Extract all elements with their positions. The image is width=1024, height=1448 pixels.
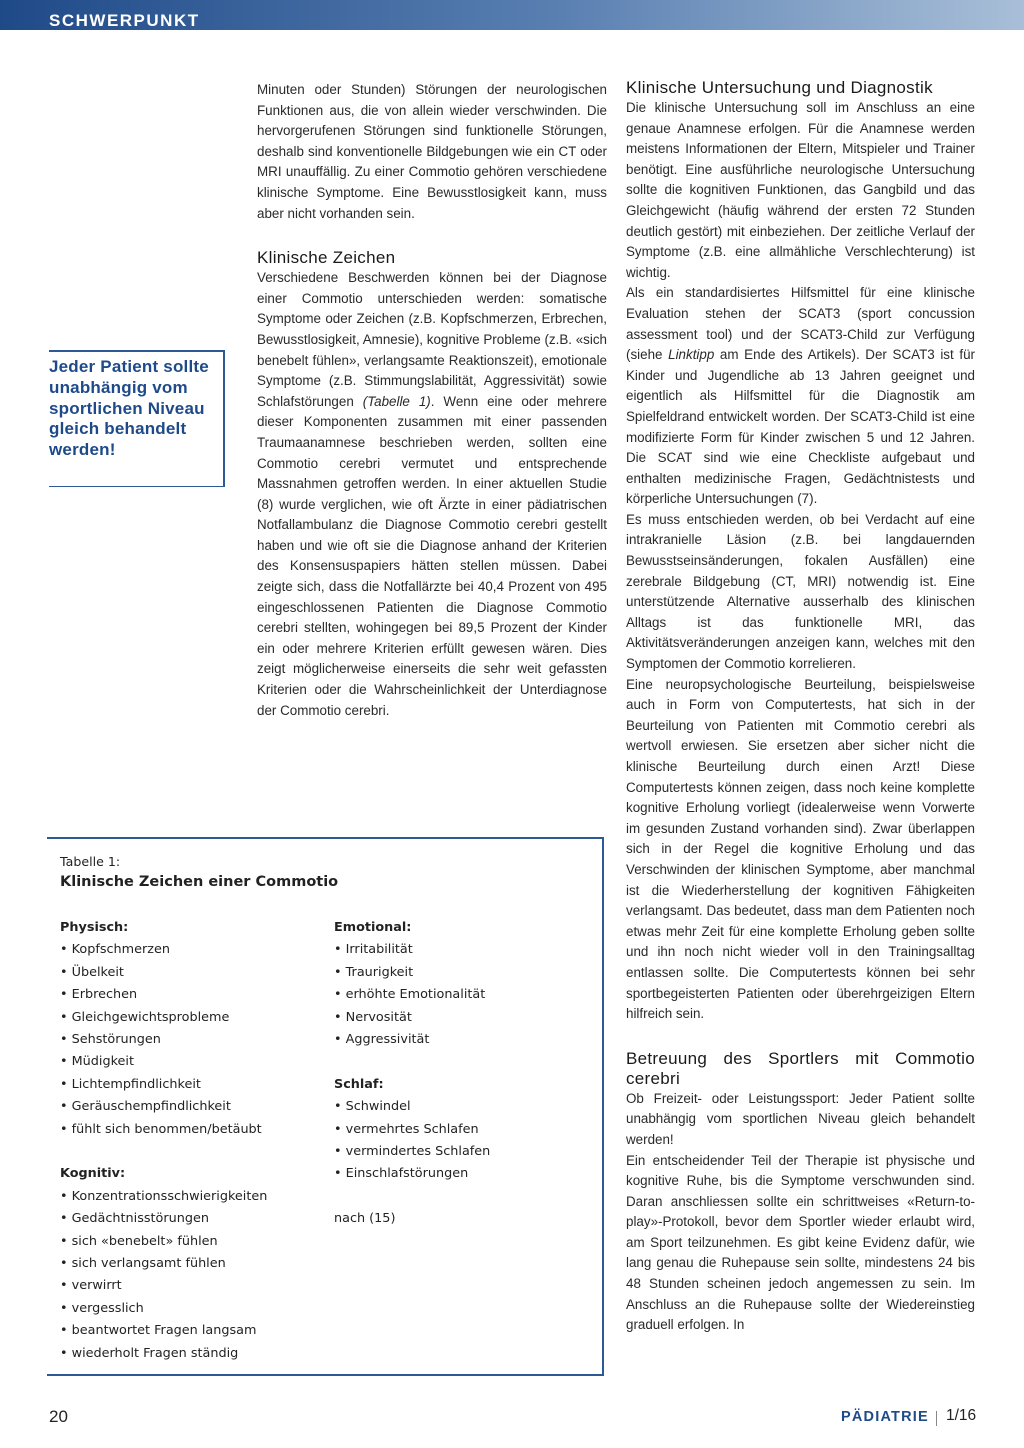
list-item: • verwirrt — [60, 1278, 122, 1294]
list-item: • wiederholt Fragen ständig — [60, 1345, 239, 1361]
list-item: • Irritabilität — [334, 942, 413, 958]
bullet-icon: • — [60, 1054, 72, 1070]
bullet-icon: • — [334, 1009, 346, 1025]
bullet-icon: • — [60, 1121, 72, 1137]
exam-paragraph-2: Als ein standardisiertes Hilfsmittel für eine klinische Evaluation stehen der SCAT3 (sport concussion assessment tool) und der SCAT3-Child zur Verfügung (siehe Linktipp am Ende des Artikels). Der SCAT3 ist für Kinder und Jugendliche ab 13 Jahren geeignet und eigentlich als Hilfsmittel für die Diagnostik am Spielfeldrand entwickelt worden. Der SCAT3-Child ist eine modifizierte Form für Kinder zwischen 5 und 12 Jahren. Die SCAT sind wie eine Checkliste aufgebaut und enthalten medizinische Fragen, Gedächtnistests und körperliche Untersuchungen (7). — [626, 285, 975, 507]
list-item: • Übelkeit — [60, 964, 124, 980]
bullet-icon: • — [60, 1076, 72, 1092]
bullet-icon: • — [334, 964, 346, 980]
right-column — [626, 78, 975, 1336]
list-item: • Gleichgewichtsprobleme — [60, 1009, 230, 1025]
category-emotional: Emotional: — [334, 920, 412, 935]
bullet-icon: • — [60, 1300, 72, 1316]
exam-paragraph-4: Eine neuropsychologische Beurteilung, beispielsweise auch in Form von Computertests, hat sich in der Beurteilung von Patienten mit Commotio cerebri als wertvoll erwiesen. Sie ersetzen aber sicher nicht die klinische Beurteilung durch einen Arzt! Diese Computertests können zeigen, dass noch keine komplette kognitive Erholung vorliegt (idealerweise wenn Vorwerte im gesunden Zustand vorhanden sind). Zwar überlappen sich in der Regel die kognitive Erholung und das Verschwinden der klinischen Symptome, aber manchmal ist die Wiederherstellung der kognitiven Fähigkeiten verlangsamt. Das bedeutet, dass man dem Patienten noch etwas mehr Zeit für eine komplette Erholung geben sollte und ihn noch nicht wieder voll in den Trainingsalltag entlassen sollte. Die Computertests können bei sehr sportbegeisterten Patienten oder überehrgeizigen Eltern hilfreich sein. — [626, 676, 975, 1022]
table-title: Klinische Zeichen einer Commotio — [60, 874, 339, 890]
list-item: • sich verlangsamt fühlen — [60, 1256, 226, 1272]
exam-paragraph-3: Es muss entschieden werden, ob bei Verdacht auf eine intrakranielle Läsion (z.B. bei langdauernden Bewusstseinsänderungen, fokalen Ausfällen) eine zerebrale Bildgebung (CT, MRI) notwendig ist. Eine unterstützende Alternative ausserhalb des klinischen Alltags ist das funktionelle MRI, das Aktivitätsveränderungen anzeigen kann, welches mit den Symptomen der Commotio korrelieren. — [626, 511, 975, 672]
category-physisch: Physisch: — [60, 920, 129, 935]
table-symptoms — [47, 837, 604, 1376]
list-item: • Einschlafstörungen — [334, 1166, 469, 1182]
list-item: • fühlt sich benommen/betäubt — [60, 1121, 262, 1137]
pull-quote-box — [49, 350, 225, 487]
bullet-icon: • — [60, 1345, 72, 1361]
table-right-column — [334, 917, 490, 1231]
bullet-icon: • — [334, 1121, 346, 1137]
list-item: • beantwortet Fragen langsam — [60, 1323, 257, 1339]
list-item: • vermindertes Schlafen — [334, 1144, 491, 1160]
bullet-icon: • — [60, 987, 72, 1003]
clinical-signs-paragraph: Verschiedene Beschwerden können bei der Diagnose einer Commotio unterschieden werden: somatische Symptome oder Zeichen (z.B. Kopfschmerzen, Erbrechen, Bewusstlosigkeit, Amnesie), kognitive Probleme (z.B. «sich benebelt fühlen», verlangsamte Reaktionszeit), emotionale Symptome (z.B. Stimmungslabilität, Aggressivität) sowie Schlafstörungen (Tabelle 1). Wenn eine oder mehrere dieser Komponenten zusammen mit einer passenden Traumaanamnese beschrieben werden, sollten eine Commotio cerebri vermutet und entsprechende Massnahmen getroffen werden. In einer aktuellen Studie (8) wurde verglichen, wie oft Ärzte in einer pädiatrischen Notfallambulanz die Diagnose Commotio cerebri gestellt haben und wie oft sie die Diagnose anhand der Kriterien des Konsensuspapiers hätten stellen müssen. Dabei zeigte sich, dass die Notfallärzte bei 40,4 Prozent von 495 eingeschlossenen Patienten die Diagnose Commotio cerebri stellten, wohingegen bei 89,5 Prozent der Kinder ein oder mehrere Kriterien erfüllt gewesen wären. Dies zeigt möglicherweise einerseits die sehr weit gefassten Kriterien oder die Wahrscheinlichkeit der Unterdiagnose der Commotio cerebri. — [257, 270, 607, 718]
bullet-icon: • — [334, 1032, 346, 1048]
list-item: • Konzentrationsschwierigkeiten — [60, 1188, 268, 1204]
pull-quote: Jeder Patient sollte unabhängig vom sportlichen Niveau gleich behandelt werden! — [49, 357, 209, 460]
care-paragraph-2: Ein entscheidender Teil der Therapie ist physische und kognitive Ruhe, bis die Symptome verschwunden sind. Daran anschliessen sollte ein schrittweises «Return-to-play»-Protokoll, bevor dem Sportler wieder erlaubt wird, am Sport teilzunehmen. Es gibt keine Evidenz dafür, wie lang genau die Ruhepause sein sollte, mindestens 24 bis 48 Stunden scheinen jedoch angemessen zu sein. Im Anschluss an die Ruhepause sollte der Wiedereinstieg graduell erfolgen. In — [626, 1152, 975, 1333]
list-item: • vergesslich — [60, 1300, 144, 1316]
bullet-icon: • — [60, 1032, 72, 1048]
bullet-icon: • — [60, 1099, 72, 1115]
list-item: • sich «benebelt» fühlen — [60, 1233, 218, 1249]
page-number: 20 — [49, 1407, 68, 1426]
bullet-icon: • — [334, 1099, 346, 1115]
bullet-icon: • — [60, 1211, 72, 1227]
bullet-icon: • — [60, 1256, 72, 1272]
bullet-icon: • — [60, 1278, 72, 1294]
bullet-icon: • — [60, 1188, 72, 1204]
list-item: • Erbrechen — [60, 987, 138, 1003]
list-item: • Kopfschmerzen — [60, 942, 170, 958]
list-physisch — [60, 939, 267, 1141]
heading-athlete-care: Betreuung des Sportlers mit Commotio cerebri — [626, 1048, 975, 1088]
heading-clinical-signs: Klinische Zeichen — [257, 248, 396, 268]
list-item: • Geräuschempfindlichkeit — [60, 1099, 231, 1115]
bullet-icon: • — [60, 942, 72, 958]
table-source: nach (15) — [334, 1211, 396, 1227]
care-paragraph-1: Ob Freizeit- oder Leistungssport: Jeder Patient sollte unabhängig vom sportlichen Niveau gleich behandelt werden! — [626, 1090, 975, 1147]
category-schlaf: Schlaf: — [334, 1076, 384, 1092]
linktipp-reference: Linktipp — [668, 347, 715, 363]
bullet-icon: • — [334, 942, 346, 958]
list-item: • Aggressivität — [334, 1032, 430, 1048]
bullet-icon: • — [334, 987, 346, 1003]
bullet-icon: • — [334, 1144, 346, 1160]
table-left-column — [60, 917, 267, 1365]
table-caption: Tabelle 1: — [60, 854, 121, 869]
middle-column — [257, 80, 607, 721]
list-kognitiv — [60, 1186, 267, 1365]
list-item: • vermehrtes Schlafen — [334, 1121, 479, 1137]
issue-number: 1/16 — [946, 1407, 977, 1424]
list-item: • Schwindel — [334, 1099, 411, 1115]
table-reference: (Tabelle 1) — [362, 393, 431, 409]
journal-name: PÄDIATRIE — [841, 1409, 929, 1425]
list-item: • Müdigkeit — [60, 1054, 134, 1070]
heading-clinical-exam: Klinische Untersuchung und Diagnostik — [626, 78, 933, 97]
intro-paragraph: Minuten oder Stunden) Störungen der neurologischen Funktionen aus, die von allein wieder verschwinden. Die hervorgerufenen Störungen sind funktionelle Störungen, deshalb sind konventionelle Bildgebungen wie ein CT oder MRI unauffällig. Zu einer Commotio gehören verschiedene klinische Symptome. Eine Bewusstlosigkeit kann, muss aber nicht vorhanden sein. — [257, 82, 607, 221]
bullet-icon: • — [334, 1166, 346, 1182]
list-item: • erhöhte Emotionalität — [334, 987, 486, 1003]
list-item: • Nervosität — [334, 1009, 412, 1025]
list-item: • Gedächtnisstörungen — [60, 1211, 209, 1227]
bullet-icon: • — [60, 1233, 72, 1249]
bullet-icon: • — [60, 1323, 72, 1339]
list-schlaf — [334, 1096, 490, 1186]
list-item: • Traurigkeit — [334, 964, 414, 980]
list-item: • Sehstörungen — [60, 1032, 161, 1048]
section-title: SCHWERPUNKT — [49, 11, 200, 30]
footer-divider — [936, 1411, 937, 1426]
list-item: • Lichtempfindlichkeit — [60, 1076, 201, 1092]
bullet-icon: • — [60, 1009, 72, 1025]
list-emotional — [334, 939, 490, 1051]
bullet-icon: • — [60, 964, 72, 980]
category-kognitiv: Kognitiv: — [60, 1166, 126, 1182]
exam-paragraph-1: Die klinische Untersuchung soll im Anschluss an eine genaue Anamnese erfolgen. Für die Anamnese werden meistens Informationen der Eltern, Mitspieler und Trainer benötigt. Eine ausführliche neurologische Untersuchung sollte die kognitiven Funktionen, das Gangbild und das Gleichgewicht (häufig während der ersten 72 Stunden deutlich gestört) mit einbeziehen. Der zeitliche Verlauf der Symptome (z.B. eine allmähliche Verschlechterung) ist wichtig. — [626, 100, 975, 280]
